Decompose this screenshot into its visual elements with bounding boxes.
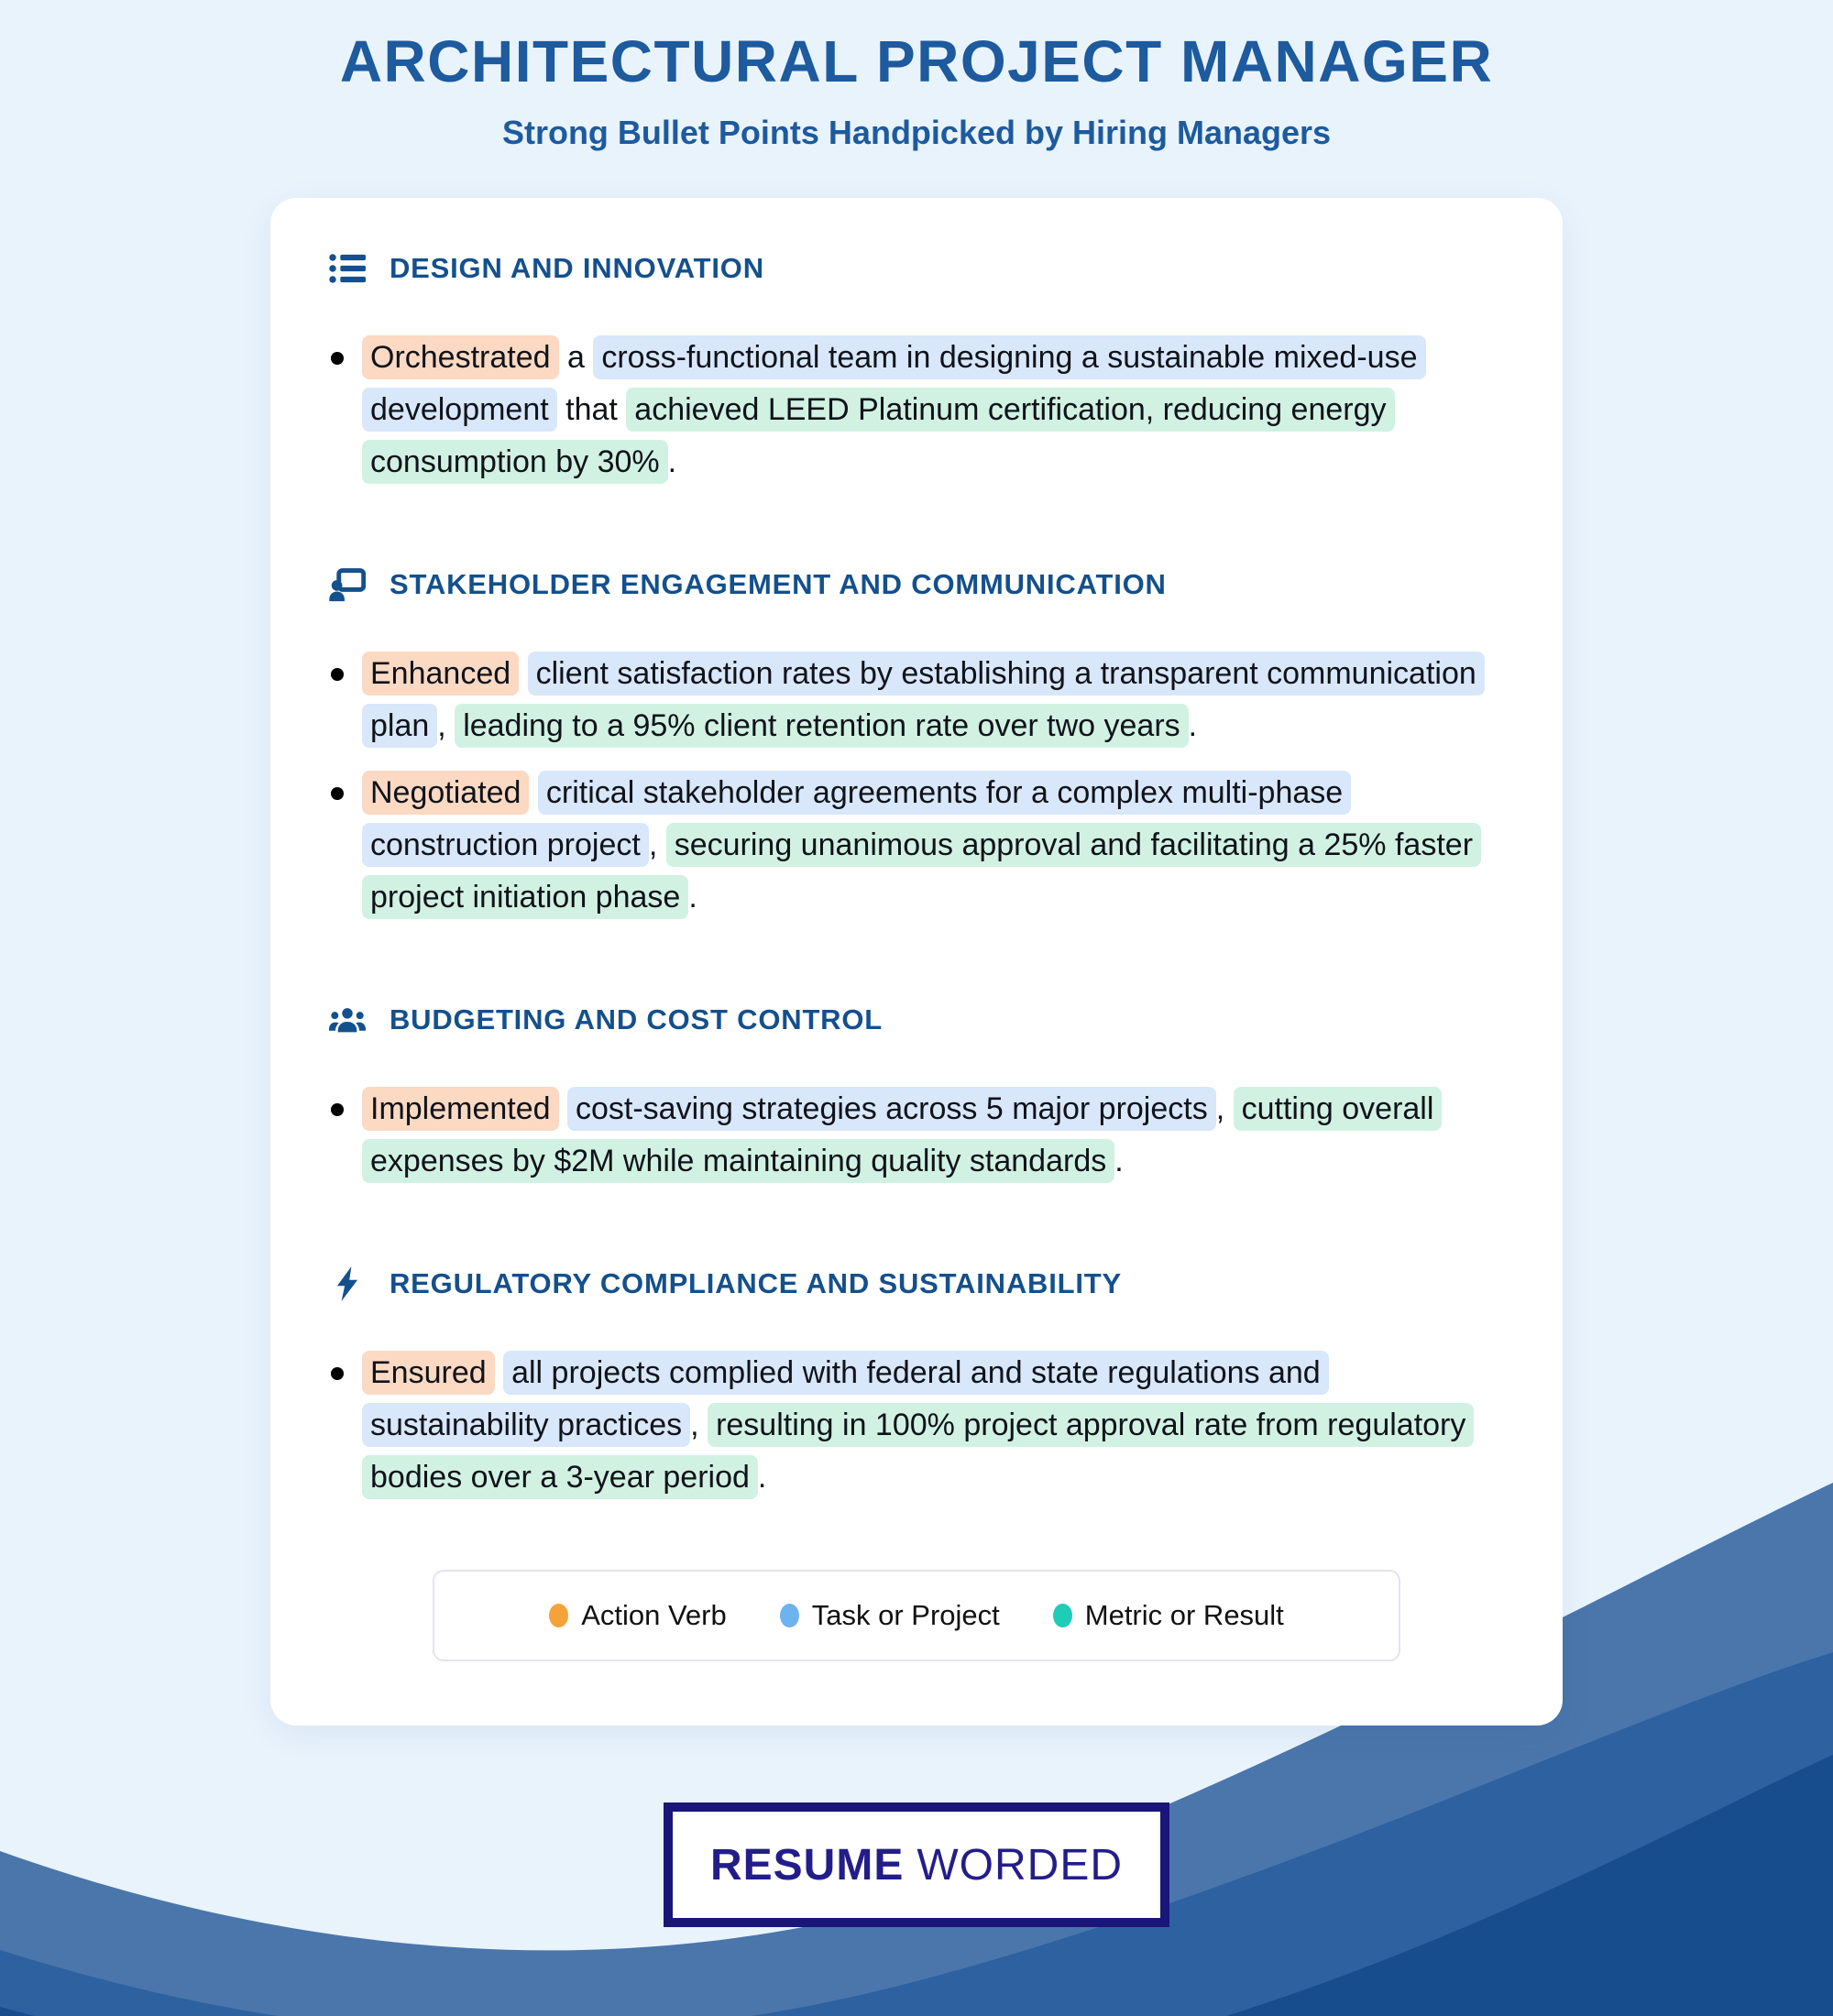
bullet-segment-metric: cutting overall expenses by $2M while maintaining quality standards bbox=[362, 1087, 1442, 1183]
bullet-segment-action: Implemented bbox=[362, 1087, 559, 1131]
bullet-segment-metric: leading to a 95% client retention rate over two years bbox=[455, 704, 1188, 748]
legend-item-metric-or-result bbox=[1053, 1599, 1284, 1632]
page-header bbox=[0, 0, 1833, 152]
bullet-segment-plain: a bbox=[558, 340, 594, 375]
section-design-and-innovation bbox=[329, 251, 1504, 488]
page-subtitle: Strong Bullet Points Handpicked by Hiring Managers bbox=[501, 114, 1332, 151]
section-stakeholder-engagement bbox=[329, 567, 1504, 924]
bullet-segment-plain: , bbox=[437, 708, 456, 743]
section-title: DESIGN AND INNOVATION bbox=[390, 252, 764, 284]
bullet-segment-plain: . bbox=[1114, 1144, 1124, 1178]
task-or-project-dot bbox=[780, 1604, 799, 1627]
bullet-segment-task: critical stakeholder agreements for a complex multi-phase construction project bbox=[362, 771, 1351, 867]
bullet-segment-plain bbox=[529, 771, 537, 815]
legend bbox=[433, 1570, 1400, 1661]
bullet-segment-plain: . bbox=[757, 1460, 767, 1495]
bullet-segment-task: client satisfaction rates by establishing a transparent communication plan bbox=[362, 652, 1485, 748]
section-header bbox=[329, 251, 1504, 286]
bullet-list bbox=[362, 648, 1504, 924]
bullet-list bbox=[362, 1347, 1504, 1504]
legend-item-task-or-project bbox=[780, 1599, 1000, 1632]
section-header bbox=[329, 1266, 1504, 1301]
bullet-segment-plain bbox=[559, 1087, 567, 1131]
section-header bbox=[329, 1003, 1504, 1037]
bullet-segment-action: Ensured bbox=[362, 1351, 495, 1395]
resume-bullet bbox=[362, 1083, 1504, 1188]
content-card bbox=[270, 198, 1563, 1726]
bullet-list bbox=[362, 332, 1504, 488]
resume-worded-logo bbox=[664, 1802, 1169, 1927]
resume-bullet bbox=[362, 648, 1504, 752]
bullet-segment-plain: , bbox=[648, 827, 666, 862]
resume-bullet bbox=[362, 1347, 1504, 1504]
logo-text-light: WORDED bbox=[916, 1840, 1123, 1890]
section-title: STAKEHOLDER ENGAGEMENT AND COMMUNICATION bbox=[390, 568, 1167, 600]
bolt-icon bbox=[329, 1266, 366, 1301]
bullet-segment-plain: that bbox=[556, 392, 627, 427]
bullet-segment-action: Negotiated bbox=[362, 771, 529, 815]
section-header bbox=[329, 567, 1504, 602]
bullet-segment-task: all projects complied with federal and state regulations and sustainability practices bbox=[362, 1351, 1329, 1447]
legend-label: Task or Project bbox=[811, 1599, 1000, 1631]
bullet-segment-task: cross-functional team in designing a sustainable mixed-use development bbox=[362, 335, 1426, 432]
bullet-segment-plain: , bbox=[1215, 1091, 1234, 1126]
bullet-segment-plain bbox=[495, 1351, 503, 1395]
logo-text-bold: RESUME bbox=[709, 1840, 905, 1890]
action-verb-dot bbox=[549, 1604, 568, 1627]
presenter-icon bbox=[329, 567, 366, 602]
bullet-list bbox=[362, 1083, 1504, 1188]
bullet-segment-task: cost-saving strategies across 5 major projects bbox=[567, 1087, 1216, 1131]
bullet-segment-plain: . bbox=[1188, 708, 1198, 743]
metric-or-result-dot bbox=[1053, 1604, 1072, 1627]
users-icon bbox=[329, 1003, 366, 1037]
bullet-segment-plain: , bbox=[690, 1408, 708, 1442]
list-icon bbox=[329, 251, 366, 286]
bullet-segment-plain: . bbox=[667, 444, 677, 479]
section-regulatory-compliance bbox=[329, 1266, 1504, 1504]
bullet-segment-plain bbox=[519, 652, 527, 696]
resume-bullet bbox=[362, 332, 1504, 488]
bullet-segment-metric: securing unanimous approval and facilitating a 25% faster project initiation phase bbox=[362, 823, 1481, 919]
bullet-segment-action: Enhanced bbox=[362, 652, 519, 696]
resume-bullet bbox=[362, 767, 1504, 924]
page-title: ARCHITECTURAL PROJECT MANAGER bbox=[339, 28, 1494, 94]
bullet-segment-action: Orchestrated bbox=[362, 335, 559, 379]
bullet-segment-metric: achieved LEED Platinum certification, reducing energy consumption by 30% bbox=[362, 388, 1395, 484]
legend-item-action-verb bbox=[549, 1599, 727, 1632]
bullet-segment-plain: . bbox=[688, 880, 697, 915]
section-title: BUDGETING AND COST CONTROL bbox=[390, 1003, 884, 1035]
section-title: REGULATORY COMPLIANCE AND SUSTAINABILITY bbox=[390, 1267, 1122, 1299]
legend-label: Action Verb bbox=[581, 1599, 727, 1631]
bullet-segment-metric: resulting in 100% project approval rate from regulatory bodies over a 3-year period bbox=[362, 1403, 1474, 1499]
section-budgeting-cost-control bbox=[329, 1003, 1504, 1188]
legend-label: Metric or Result bbox=[1084, 1599, 1284, 1631]
